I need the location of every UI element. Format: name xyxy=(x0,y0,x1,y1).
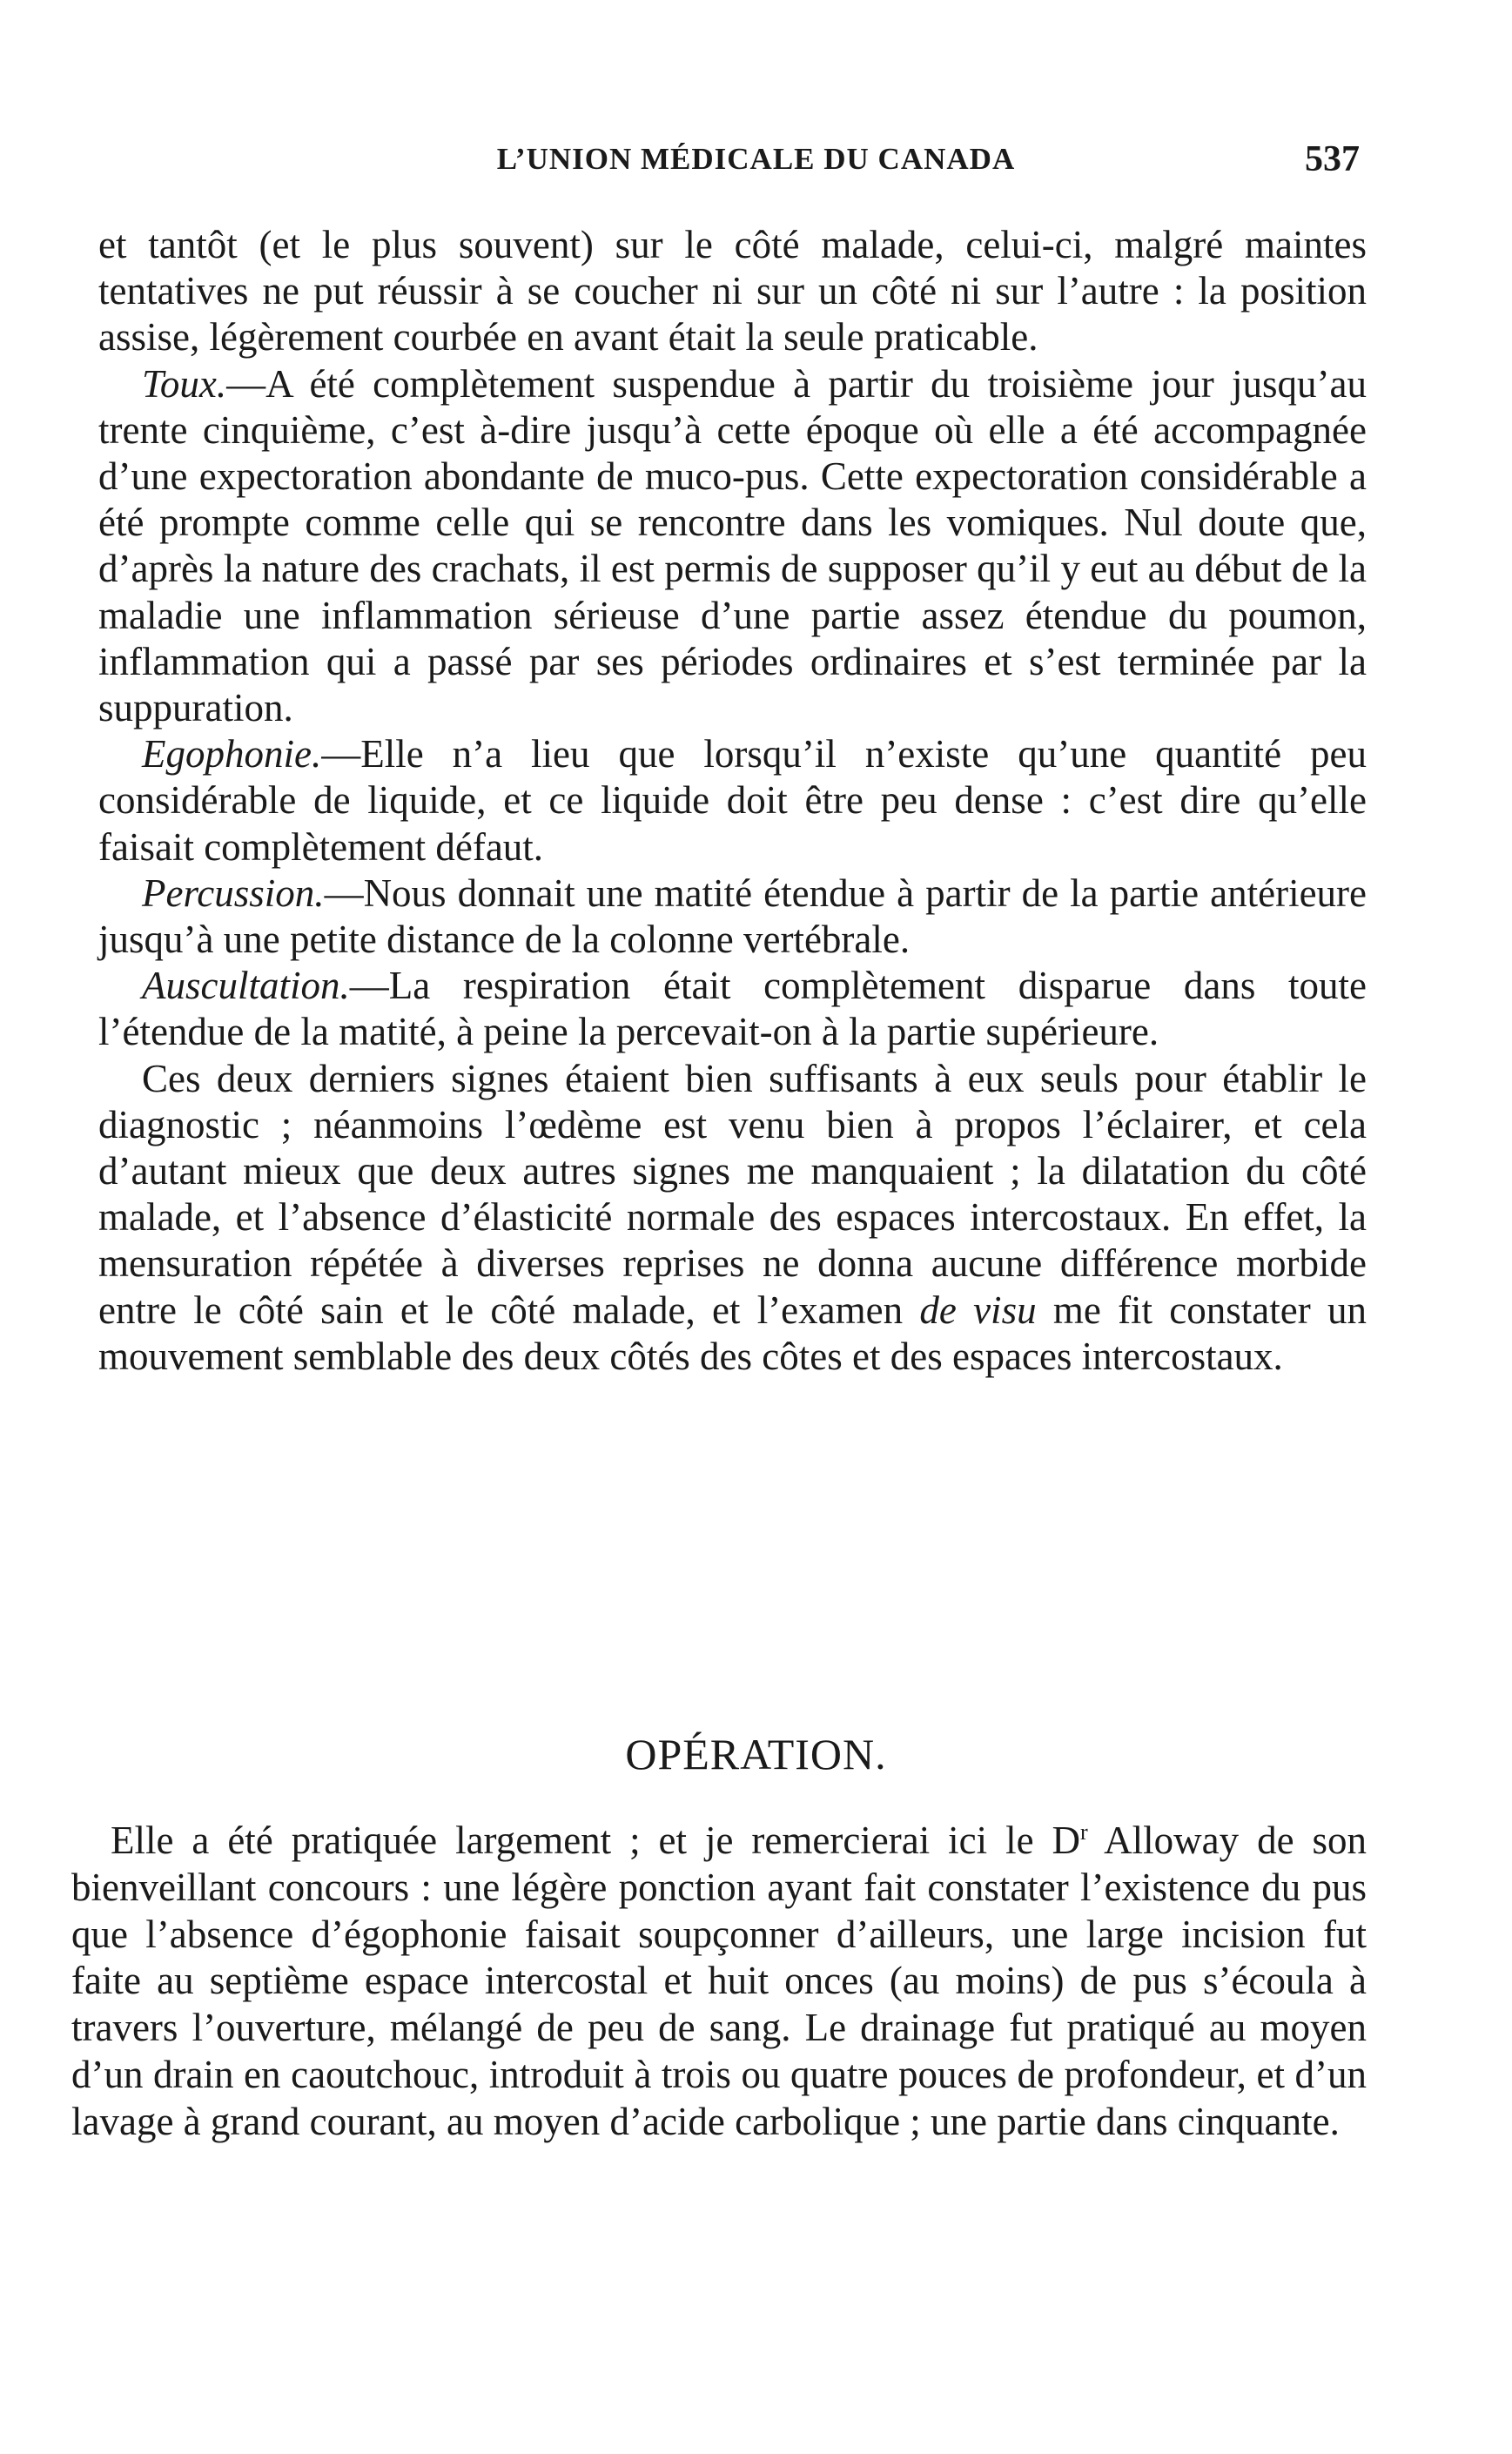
section-heading: OPÉRATION. xyxy=(625,1730,887,1778)
paragraph-label: Percussion. xyxy=(142,871,325,915)
operation-text xyxy=(71,1818,1367,2146)
paragraph-percussion xyxy=(98,871,1367,963)
journal-title: L’UNION MÉDICALE DU CANADA xyxy=(496,142,1016,176)
superscript: r xyxy=(1080,1819,1088,1845)
paragraph-operation xyxy=(71,1818,1367,2146)
paragraph-text: —La respiration était complètement disparue dans toute l’étendue de la matité, à peine la percevait-on à la partie supérieure. xyxy=(98,964,1367,1054)
paragraph-label: Auscultation. xyxy=(142,964,350,1008)
paragraph-text: Alloway de son bienveillant concours : une légère ponction ayant fait constater l’existence du pus que l’absence d’égophonie faisait soupçonner d’ailleurs, une large incision fut faite au septième espace intercostal et huit onces (au moins) de pus s’écoula à travers l’ouverture, mélangé de peu de sang. Le drainage fut pratiqué au moyen d’un drain en caoutchouc, introduit à trois ou quatre pouces de profondeur, et d’un lavage à grand courant, au moyen d’acide carbolique ; une partie dans cinquante. xyxy=(71,1819,1367,2143)
paragraph-text: —Elle n’a lieu que lorsqu’il n’existe qu’une quantité peu considérable de liquide, et ce liquide doit être peu dense : c’est dire qu’elle faisait complètement défaut. xyxy=(98,732,1367,869)
paragraph-text: Elle a été pratiquée largement ; et je remercierai ici le D xyxy=(111,1819,1081,1862)
paragraph-text: me fit constater un mouvement semblable des deux côtés des côtes et des espaces intercostaux. xyxy=(98,1288,1367,1378)
running-head xyxy=(0,138,1512,181)
paragraph-egophonie xyxy=(98,731,1367,871)
paragraph-continuation xyxy=(98,222,1367,361)
paragraph-diagnostic xyxy=(98,1056,1367,1380)
paragraph-toux xyxy=(98,361,1367,732)
page-number: 537 xyxy=(1305,139,1360,179)
body-text xyxy=(98,222,1367,1380)
paragraph-label: Egophonie. xyxy=(142,732,322,777)
paragraph-auscultation xyxy=(98,963,1367,1055)
paragraph-text: —A été complètement suspendue à partir du troisième jour jusqu’au trente cinquième, c’est à-dire jusqu’à cette époque où elle a été accompagnée d’une expectoration abondante de muco-pus. Cette expectoration considérable a été prompte comme celle qui se rencontre dans les vomiques. Nul doute que, d’après la nature des crachats, il est permis de supposer qu’il y eut au début de la maladie une inflammation sérieuse d’une partie assez étendue du poumon, inflammation qui a passé par ses périodes ordinaires et s’est terminée par la suppuration. xyxy=(98,361,1367,730)
paragraph-text: Ces deux derniers signes étaient bien suffisants à eux seuls pour établir le diagnostic ; néanmoins l’œdème est venu bien à propos l’éclairer, et cela d’autant mieux que deux autres signes me manquaient ; la dilatation du côté malade, et l’absence d’élasticité normale des espaces intercostaux. En effet, la mensuration répétée à diverses reprises ne donna aucune différence morbide entre le côté sain et le côté malade, et l’examen xyxy=(98,1056,1367,1332)
paragraph-text: et tantôt (et le plus souvent) sur le côté malade, celui-ci, malgré maintes tentatives ne put réussir à se coucher ni sur un côté ni sur l’autre : la position assise, légèrement courbée en avant était la seule praticable. xyxy=(98,223,1367,360)
paragraph-text: —Nous donnait une matité étendue à partir de la partie antérieure jusqu’à une petite distance de la colonne vertébrale. xyxy=(98,871,1367,962)
italic-phrase: de visu xyxy=(919,1288,1037,1332)
paragraph-label: Toux. xyxy=(142,361,227,406)
